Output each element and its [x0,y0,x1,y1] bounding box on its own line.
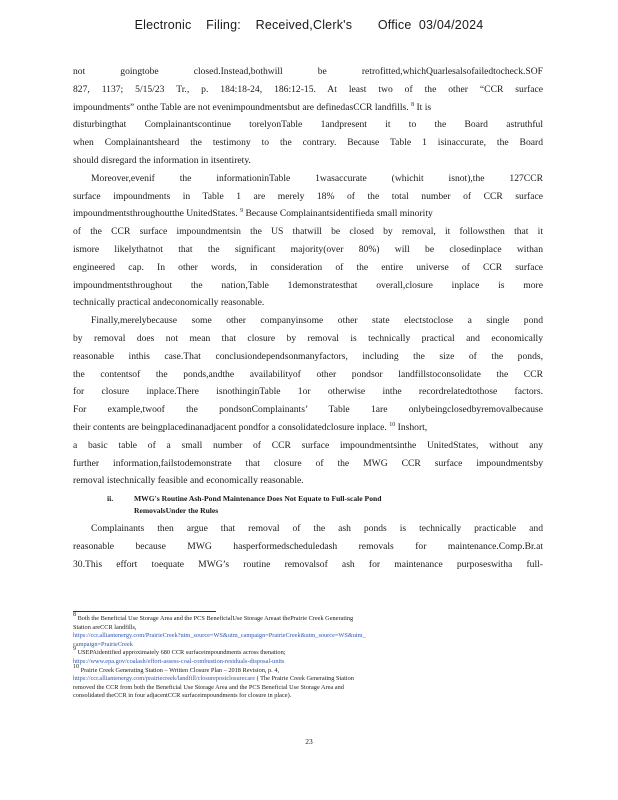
body-line: disturbingthat Complainantscontinue torelyonTable 1andpresent it to the Board astruthful [73,119,543,131]
body-line: reasonable inthis case.That conclusiondependsonmanyfactors, including the size of the ponds, [73,350,543,362]
body-line: of the CCR surface impoundmentsin the US thatwill be closed by removal, it followsthen that it [73,226,543,238]
body-line: the contentsof the ponds,andthe availabilityof other pondsor landfillstoconsolidate the CCR [73,368,543,380]
footnotes [73,612,543,701]
footnote-10-cont: consolidated theCCR in four adjacentCCR surfaceimpoundments for closure in place). [73,692,292,700]
body-line: impoundmentsthroughout the nation,Table 1demonstratesthat overall,closure inplace is more [73,279,543,291]
body-line: Moreover,evenif the informationinTable 1wasaccurate (whichit isnot),the 127CCR [91,172,543,184]
footnote-10-link-line: https://ccr.alliantenergy.com/prairiecreek/landfill/closurepostclosurecare ( The Prairie Creek Generating Station [73,675,354,683]
page-number: 23 [305,737,313,746]
footnote-divider [73,611,216,612]
section-heading-line2: RemovalsUnder the Rules [134,506,219,516]
footnote-9-link[interactable]: https://www.epa.gov/coalash/effort-assess-coal-combustion-residuals-disposal-units [73,657,285,665]
body-line: impoundmentsthroughoutthe UnitedStates. $^9$ Because Complainantsidentifieda small minority [73,208,433,220]
body-line: removal istechnically feasible and economically reasonable. [73,475,304,487]
body-line: technically practical andeconomically reasonable. [73,297,265,309]
body-line: For example,twoof the pondsonComplainants’ Table 1are onlybeingclosedbyremovalbecause [73,404,543,416]
body-text [73,63,543,574]
body-line: should disregard the information in itsentirety. [73,154,251,166]
body-line: 30.This effort toequate MWG’s routine removalsof ash for maintenance purposeswitha full- [73,558,543,570]
section-heading-line1: MWG's Routine Ash-Pond Maintenance Does Not Equate to Full-scale Pond [134,494,382,504]
body-line: 827, 1137; 5/15/23 Tr., p. 184:18-24, 186:12-15. At least two of the other “CCR surface [73,83,543,95]
footnote-8-link[interactable]: https://ccr.alliantenergy.com/PrairieCreek?utm_source=WS&utm_campaign=PrairieCreek&utm_source=WS&utm_ [73,632,366,640]
body-line: reasonable because MWG hasperformedscheduledash removals for maintenance.Comp.Br.at [73,540,543,552]
body-line: impoundments” onthe Table are not evenimpoundmentsbut are definedasCCR landfills. $^8$ It is [73,101,432,113]
body-line: Complainants then argue that removal of the ash ponds is technically practicable and [91,523,543,535]
body-line: a basic table of a small number of CCR surface impoundmentsinthe UnitedStates, without any [73,439,543,451]
filing-stamp-header: Electronic Filing: Received,Clerk's Office 03/04/2024 [134,18,484,32]
footnote-ref-9: 9 [240,208,244,215]
body-line: further information,failstodemonstrate that closure of the MWG CCR surface impoundmentsby [73,457,543,469]
body-line: by removal does not mean that closure by removal is technically practical and economically [73,332,543,344]
footnote-10: $^{10}$ Prairie Creek Generating Station – Written Closure Plan – 2018 Revision, p. 4, [73,663,280,674]
body-line: ismore likelythatnot that the significant majority(over 80%) will be closedinplace withan [73,243,543,255]
footnote-8-link-cont[interactable]: campaign=PrairieCreek [73,640,133,648]
section-heading-number: ii. [107,494,114,504]
footnote-9: $^9$ USEPAidentified approximately 680 CCR surfaceimpoundments across thenation; [73,646,286,657]
footnote-8: $^8$ Both the Beneficial Use Storage Area and the PCS BeneficialUse Storage Areaat thePrairie Creek Generating [73,612,354,622]
body-line: for closure inplace.There isnothinginTable 1or otherwise inthe recordrelatedtothose factors. [73,386,543,398]
body-line: surface impoundments in Table 1 are merely 18% of the total number of CCR surface [73,190,543,202]
body-line: engineered cap. In other words, in consideration of the entire universe of CCR surface [73,261,543,273]
body-line: when Complainantsheard the testimony to the contrary. Because Table 1 isinaccurate, the Board [73,137,543,149]
footnote-10-cont: removed the CCR from both the Beneficial Use Storage Area and the PCS Beneficial Use Storage Area and [73,683,344,691]
footnote-10-link[interactable]: https://ccr.alliantenergy.com/prairiecreek/landfill/closurepostclosurecare [73,675,256,683]
body-line: their contents are beingplacedinanadjacent pondfor a consolidatedclosure inplace. $^{10}$ Inshort, [73,421,428,433]
body-line: not goingtobe closed.Instead,bothwill be retrofitted,whichQuarlesalsofailedtocheck.SOF [73,66,543,77]
body-line: Finally,merelybecause some other companyinsome other state electstoclose a single pond [91,315,543,327]
footnote-8-cont: Station areCCR landfills, [73,623,137,631]
section-heading [73,493,543,517]
footnote-ref-8: 8 [411,101,415,108]
footnote-ref-10: 10 [389,421,396,428]
